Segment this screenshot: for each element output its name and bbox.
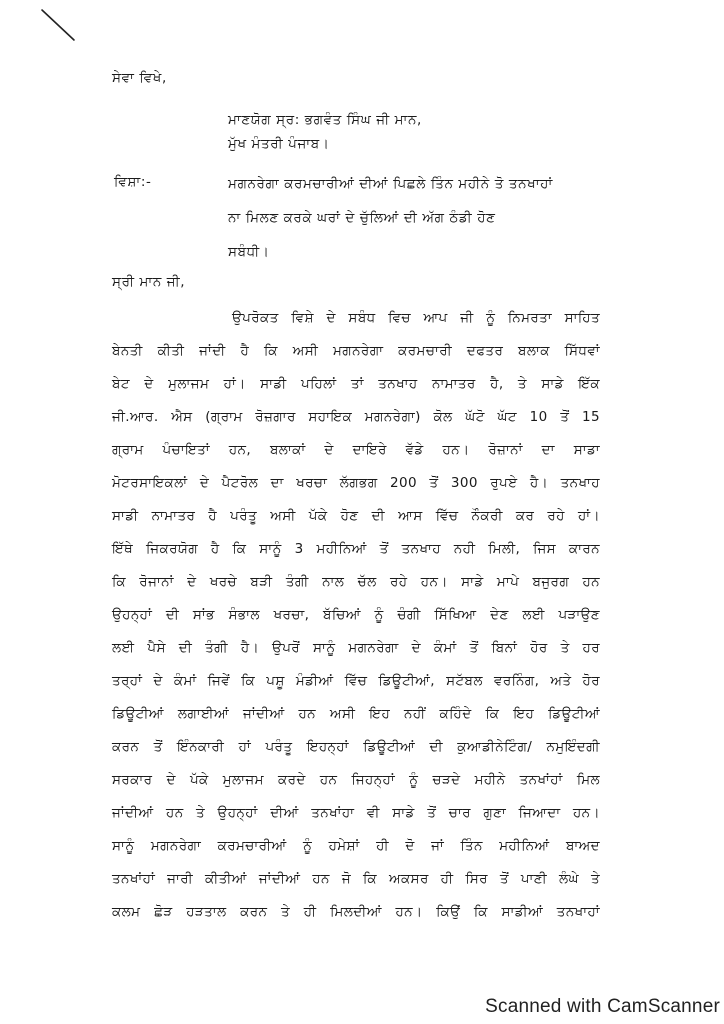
subject-line-3: ਸਬੰਧੀ। <box>228 244 270 260</box>
body-line: ਜਾਂਦੀਆਂ ਹਨ ਤੇ ਉਹਨ੍ਹਾਂ ਦੀਆਂ ਤਨਖਾਂਹਾ ਵੀ ਸਾਡੇ ਤੋਂ ਚਾਰ ਗੁਣਾ ਜਿਆਦਾ ਹਨ। <box>112 805 600 821</box>
subject-label: ਵਿਸ਼ਾ:- <box>114 174 152 190</box>
body-line: ਕਿ ਰੋਜਾਨਾਂ ਦੇ ਖਰਚੇ ਬੜੀ ਤੰਗੀ ਨਾਲ ਚੱਲ ਰਹੇ ਹਨ। ਸਾਡੇ ਮਾਪੇ ਬਜੁਰਗ ਹਨ <box>112 574 600 590</box>
body-line: ਸਰਕਾਰ ਦੇ ਪੱਕੇ ਮੁਲਾਜਮ ਕਰਦੇ ਹਨ ਜਿਹਨ੍ਹਾਂ ਨੂੰ ਚੜਦੇ ਮਹੀਨੇ ਤਨਖਾਂਹਾਂ ਮਿਲ <box>112 772 600 788</box>
body-line: ਮੋਟਰਸਾਇਕਲਾਂ ਦੇ ਪੈਟਰੋਲ ਦਾ ਖਰਚਾ ਲੱਗਭਗ 200 ਤੋਂ 300 ਰੁਪਏ ਹੈ। ਤਨਖਾਹ <box>112 475 600 491</box>
subject-line-2: ਨਾ ਮਿਲਣ ਕਰਕੇ ਘਰਾਂ ਦੇ ਚੁੱਲਿਆਂ ਦੀ ਅੱਗ ਠੰਡੀ ਹੋਣ <box>228 210 496 226</box>
body-line: ਜੀ.ਆਰ. ਐਸ (ਗ੍ਰਾਮ ਰੋਜ਼ਗਾਰ ਸਹਾਇਕ ਮਗਨਰੇਗਾ) ਕੋਲ ਘੱਟੋ ਘੱਟ 10 ਤੋਂ 15 <box>112 409 600 425</box>
addressee-line-2: ਮੁੱਖ ਮੰਤਰੀ ਪੰਜਾਬ। <box>228 136 330 152</box>
body-line: ਗ੍ਰਾਮ ਪੰਚਾਇਤਾਂ ਹਨ, ਬਲਾਕਾਂ ਦੇ ਦਾਇਰੇ ਵੱਡੇ ਹਨ। ਰੋਜ਼ਾਨਾਂ ਦਾ ਸਾਡਾ <box>112 442 600 458</box>
subject-line-1: ਮਗਨਰੇਗਾ ਕਰਮਚਾਰੀਆਂ ਦੀਆਂ ਪਿਛਲੇ ਤਿੰਨ ਮਹੀਨੇ ਤੋ ਤਨਖਾਹਾਂ <box>228 176 553 192</box>
body-line: ਸਾਡੀ ਨਾਮਾਤਰ ਹੈ ਪਰੰਤੂ ਅਸੀ ਪੱਕੇ ਹੋਣ ਦੀ ਆਸ ਵਿੱਚ ਨੌਕਰੀ ਕਰ ਰਹੇ ਹਾਂ। <box>112 508 600 524</box>
body-line: ਬੇਟ ਦੇ ਮੁਲਾਜਮ ਹਾਂ। ਸਾਡੀ ਪਹਿਲਾਂ ਤਾਂ ਤਨਖਾਹ ਨਾਮਾਤਰ ਹੈ, ਤੇ ਸਾਡੇ ਇੱਕ <box>112 376 600 392</box>
body-line: ਉਪਰੋਕਤ ਵਿਸ਼ੇ ਦੇ ਸਬੰਧ ਵਿਚ ਆਪ ਜੀ ਨੂੰ ਨਿਮਰਤਾ ਸਾਹਿਤ <box>232 310 600 326</box>
body-line: ਕਲਮ ਛੋੜ ਹੜਤਾਲ ਕਰਨ ਤੇ ਹੀ ਮਿਲਦੀਆਂ ਹਨ। ਕਿਉਂ ਕਿ ਸਾਡੀਆਂ ਤਨਖਾਹਾਂ <box>112 904 600 920</box>
camscanner-watermark: Scanned with CamScanner <box>485 996 720 1017</box>
body-line: ਕਰਨ ਤੋਂ ਇੰਨਕਾਰੀ ਹਾਂ ਪਰੰਤੂ ਇਹਨ੍ਹਾਂ ਡਿਊਟੀਆਂ ਦੀ ਕੁਆਡੀਨੇਟਿੰਗ/ ਨਮੁਇੰਦਗੀ <box>112 739 600 755</box>
body-line: ਬੇਨਤੀ ਕੀਤੀ ਜਾਂਦੀ ਹੈ ਕਿ ਅਸੀ ਮਗਨਰੇਗਾ ਕਰਮਚਾਰੀ ਦਫਤਰ ਬਲਾਕ ਸਿੱਧਵਾਂ <box>112 343 600 359</box>
salutation-top: ਸੇਵਾ ਵਿਖੇ, <box>112 70 167 86</box>
body-line: ਲਈ ਪੈਸੇ ਦੀ ਤੰਗੀ ਹੈ। ਉਪਰੋਂ ਸਾਨੂੰ ਮਗਨਰੇਗਾ ਦੇ ਕੰਮਾਂ ਤੋਂ ਬਿਨਾਂ ਹੋਰ ਤੇ ਹਰ <box>112 640 600 656</box>
greeting: ਸ੍ਰੀ ਮਾਨ ਜੀ, <box>112 274 186 290</box>
body-line: ਇੱਥੇ ਜਿਕਰਯੋਗ ਹੈ ਕਿ ਸਾਨੂੰ 3 ਮਹੀਨਿਆਂ ਤੋਂ ਤਨਖਾਹ ਨਹੀ ਮਿਲੀ, ਜਿਸ ਕਾਰਨ <box>112 541 600 557</box>
addressee-line-1: ਮਾਣਯੋਗ ਸ੍ਰ: ਭਗਵੰਤ ਸਿੰਘ ਜੀ ਮਾਨ, <box>228 112 422 128</box>
pen-stroke-mark <box>40 8 80 44</box>
body-line: ਤਰ੍ਹਾਂ ਦੇ ਕੰਮਾਂ ਜਿਵੇਂ ਕਿ ਪਸ਼ੂ ਮੰਡੀਆਂ ਵਿੱਚ ਡਿਊਟੀਆਂ, ਸਟੱਬਲ ਵਰਨਿੰਗ, ਅਤੇ ਹੋਰ <box>112 673 600 689</box>
body-line: ਡਿਊਟੀਆਂ ਲਗਾਈਆਂ ਜਾਂਦੀਆਂ ਹਨ ਅਸੀ ਇਹ ਨਹੀਂ ਕਹਿੰਦੇ ਕਿ ਇਹ ਡਿਊਟੀਆਂ <box>112 706 600 722</box>
body-line: ਸਾਨੂੰ ਮਗਨਰੇਗਾ ਕਰਮਚਾਰੀਆਂ ਨੂੰ ਹਮੇਸ਼ਾਂ ਹੀ ਦੋ ਜਾਂ ਤਿੰਨ ਮਹੀਨਿਆਂ ਬਾਅਦ <box>112 838 600 854</box>
body-line: ਤਨਖਾਂਹਾਂ ਜਾਰੀ ਕੀਤੀਆਂ ਜਾਂਦੀਆਂ ਹਨ ਜੋ ਕਿ ਅਕਸਰ ਹੀ ਸਿਰ ਤੋਂ ਪਾਣੀ ਲੰਘੇ ਤੇ <box>112 871 600 887</box>
body-line: ਉਹਨ੍ਹਾਂ ਦੀ ਸਾਂਭ ਸੰਭਾਲ ਖਰਚਾ, ਬੱਚਿਆਂ ਨੂੰ ਚੰਗੀ ਸਿੱਖਿਆ ਦੇਣ ਲਈ ਪੜਾਉਣ <box>112 607 600 623</box>
